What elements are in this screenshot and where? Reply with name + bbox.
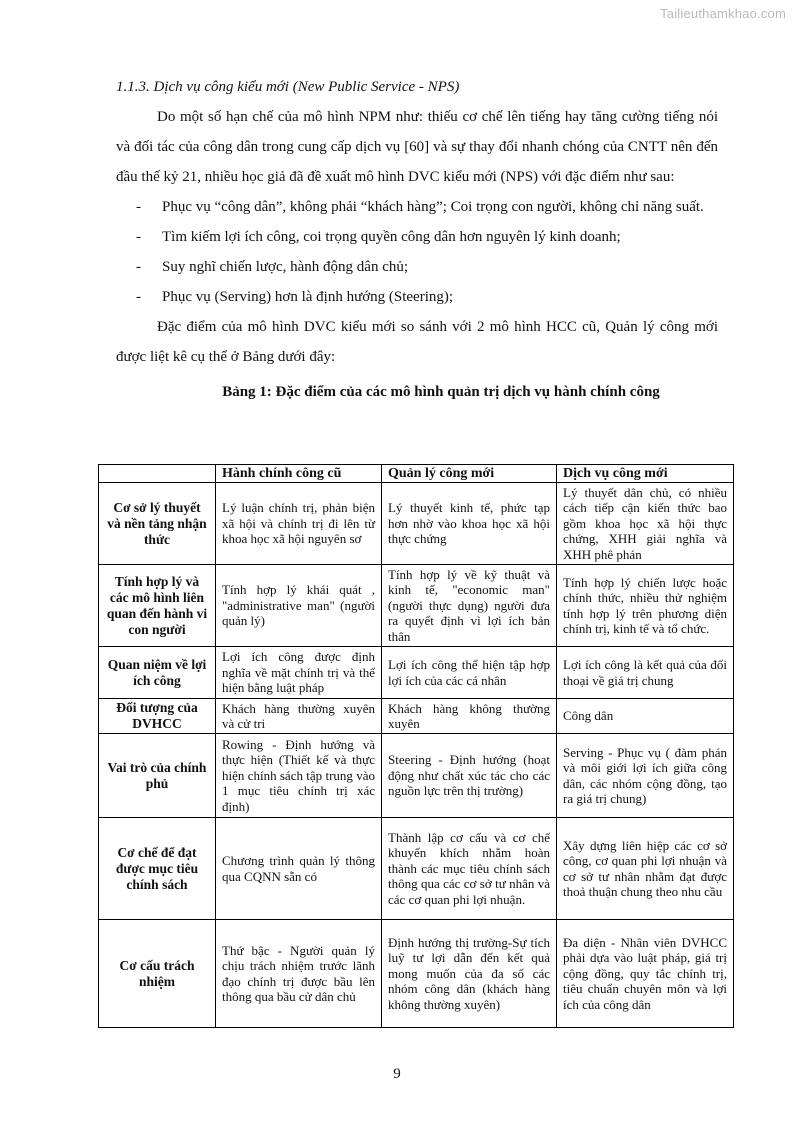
- bullet-text: Tìm kiếm lợi ích công, coi trọng quyền công dân hơn nguyên lý kinh doanh;: [162, 229, 621, 245]
- watermark-text: Tailieuthamkhao.com: [660, 6, 786, 21]
- document-body: [116, 72, 718, 400]
- table-cell: Tính hợp lý khái quát , "administrative man" (người quản lý): [216, 565, 382, 647]
- table-header-cell: [99, 465, 216, 483]
- bullet-item: [116, 192, 718, 222]
- section-heading: 1.1.3. Dịch vụ công kiểu mới (New Public Service - NPS): [116, 79, 460, 95]
- bullet-text: Suy nghĩ chiến lược, hành động dân chủ;: [162, 259, 409, 275]
- table-row: [99, 734, 734, 818]
- bullet-item: [116, 252, 718, 282]
- table-header-row: [99, 465, 734, 483]
- table-cell: Chương trình quản lý thông qua CQNN sẵn có: [216, 818, 382, 920]
- table-cell: Lý luận chính trị, phản biện xã hội và chính trị đi lên từ khoa học xã hội nguyên sơ: [216, 483, 382, 565]
- table-cell: Lợi ích công là kết quả của đối thoại về giá trị chung: [557, 647, 734, 699]
- table-cell: Định hướng thị trường-Sự tích luỹ tư lợi dẫn đến kết quả mong muốn của đa số các nhóm công dân (khách hàng không thường xuyên): [382, 920, 557, 1028]
- table-cell: Đa diện - Nhân viên DVHCC phải dựa vào luật pháp, giá trị cộng đồng, quy tắc chính trị, tiêu chuẩn chuyên môn và lợi ích của công dân: [557, 920, 734, 1028]
- intro-paragraph: Do một số hạn chế của mô hình NPM như: thiếu cơ chế lên tiếng hay tăng cường tiếng nói và đối tác của công dân trong cung cấp dịch vụ [60] và sự thay đổi nhanh chóng của CNTT nên đến đầu thế kỷ 21, nhiều học giả đã đề xuất mô hình DVC kiểu mới (NPS) với đặc điểm như sau:: [116, 109, 718, 185]
- table-row: [99, 483, 734, 565]
- row-label: Vai trò của chính phủ: [99, 734, 216, 818]
- row-label: Đối tượng của DVHCC: [99, 699, 216, 734]
- table-cell: Rowing - Định hướng và thực hiện (Thiết kế và thực hiện chính sách tập trung vào 1 mục tiêu chính trị xác định): [216, 734, 382, 818]
- table-header-cell: Dịch vụ công mới: [557, 465, 734, 483]
- table-cell: Thứ bậc - Người quản lý chịu trách nhiệm trước lãnh đạo chính trị được bầu lên thông qua bầu cử dân chủ: [216, 920, 382, 1028]
- row-label: Cơ chế để đạt được mục tiêu chính sách: [99, 818, 216, 920]
- table-cell: Khách hàng thường xuyên và cử tri: [216, 699, 382, 734]
- bullet-marker: -: [136, 289, 141, 305]
- table-row: [99, 818, 734, 920]
- table-cell: Serving - Phục vụ ( đàm phán và môi giới lợi ích giữa công dân, các nhóm cộng đồng, tạo ra giá trị chung): [557, 734, 734, 818]
- table-title: Bảng 1: Đặc điểm của các mô hình quản trị dịch vụ hành chính công: [222, 384, 660, 400]
- row-label: Tính hợp lý và các mô hình liên quan đến hành vi con người: [99, 565, 216, 647]
- row-label: Quan niệm về lợi ích công: [99, 647, 216, 699]
- comparison-paragraph: Đặc điểm của mô hình DVC kiểu mới so sánh với 2 mô hình HCC cũ, Quản lý công mới được liệt kê cụ thể ở Bảng dưới đây:: [116, 319, 718, 365]
- row-label: Cơ sở lý thuyết và nền tảng nhận thức: [99, 483, 216, 565]
- bullet-text: Phục vụ “công dân”, không phải “khách hàng”; Coi trọng con người, không chỉ năng suất.: [162, 199, 704, 215]
- row-label: Cơ cấu trách nhiệm: [99, 920, 216, 1028]
- table-cell: Tính hợp lý về kỹ thuật và kinh tế, "economic man" (người thực dụng) người đưa ra quyết định vì lợi ích bản thân: [382, 565, 557, 647]
- table-cell: Lợi ích công được định nghĩa về mặt chính trị và thể hiện bằng luật pháp: [216, 647, 382, 699]
- table-cell: Tính hợp lý chiến lược hoặc chính thức, nhiều thử nghiệm tính hợp lý trên phương diện chính trị, kinh tế và tổ chức.: [557, 565, 734, 647]
- table-row: [99, 699, 734, 734]
- table-cell: Thành lập cơ cấu và cơ chế khuyến khích nhằm hoàn thành các mục tiêu chính sách thông qua các cơ sở tư nhân và các cơ quan phi lợi nhuận.: [382, 818, 557, 920]
- page-number: 9: [393, 1066, 401, 1082]
- table-cell: Xây dựng liên hiệp các cơ sở công, cơ quan phi lợi nhuận và cơ sở tư nhân nhằm đạt được thoả thuận chung theo nhu cầu: [557, 818, 734, 920]
- table-cell: Lý thuyết dân chủ, có nhiều cách tiếp cận kiến thức bao gồm khoa học xã hội thực chứng, XHH giải nghĩa và XHH phê phán: [557, 483, 734, 565]
- bullet-text: Phục vụ (Serving) hơn là định hướng (Steering);: [162, 289, 454, 305]
- comparison-table: [98, 464, 734, 1028]
- table-cell: Công dân: [557, 699, 734, 734]
- table-row: [99, 565, 734, 647]
- bullet-marker: -: [136, 259, 141, 275]
- table-cell: Lợi ích công thể hiện tập hợp lợi ích của các cá nhân: [382, 647, 557, 699]
- bullet-item: [116, 282, 718, 312]
- bullet-item: [116, 222, 718, 252]
- table-cell: Lý thuyết kinh tế, phức tạp hơn nhờ vào khoa học xã hội thực chứng: [382, 483, 557, 565]
- table-header-cell: Hành chính công cũ: [216, 465, 382, 483]
- table-row: [99, 920, 734, 1028]
- table-header-cell: Quản lý công mới: [382, 465, 557, 483]
- table-cell: Steering - Định hướng (hoạt động như chất xúc tác cho các nguồn lực trên thị trường): [382, 734, 557, 818]
- table-cell: Khách hàng không thường xuyên: [382, 699, 557, 734]
- table-row: [99, 647, 734, 699]
- bullet-marker: -: [136, 229, 141, 245]
- bullet-marker: -: [136, 199, 141, 215]
